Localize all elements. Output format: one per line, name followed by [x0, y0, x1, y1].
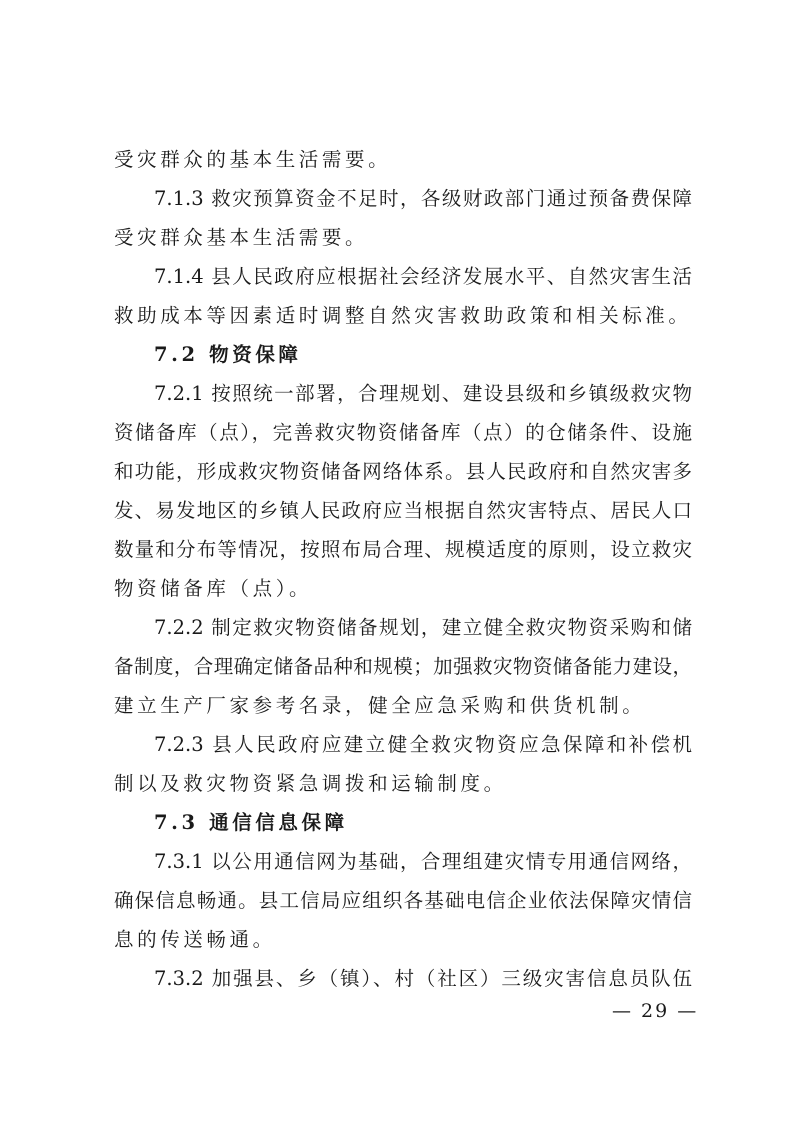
body-text-line: 资储备库（点），完善救灾物资储备库（点）的仓储条件、设施 — [114, 421, 692, 444]
body-text-line: 确保信息畅通。县工信局应组织各基础电信企业依法保障灾情信 — [114, 889, 692, 912]
section-heading-7-3: 7.3 通信信息保障 — [154, 811, 348, 834]
clause-7-2-1: 7.2.1 按照统一部署，合理规划、建设县级和乡镇级救灾物 — [154, 382, 692, 405]
body-text-line: 备制度，合理确定储备品种和规模；加强救灾物资储备能力建设， — [114, 655, 692, 678]
page-number: — 29 — — [612, 1000, 699, 1022]
clause-7-1-4: 7.1.4 县人民政府应根据社会经济发展水平、自然灾害生活 — [154, 265, 692, 288]
clause-7-2-3: 7.2.3 县人民政府应建立健全救灾物资应急保障和补偿机 — [154, 733, 692, 756]
body-text-line: 物资储备库（点）。 — [114, 577, 313, 600]
body-text-line: 发、易发地区的乡镇人民政府应当根据自然灾害特点、居民人口 — [114, 499, 692, 522]
clause-7-3-2: 7.3.2 加强县、乡（镇）、村（社区）三级灾害信息员队伍 — [154, 967, 692, 990]
body-text-line: 受灾群众的基本生活需要。 — [114, 148, 392, 171]
clause-7-2-2: 7.2.2 制定救灾物资储备规划，建立健全救灾物资采购和储 — [154, 616, 692, 639]
body-text-line: 息的传送畅通。 — [114, 928, 276, 951]
section-heading-7-2: 7.2 物资保障 — [154, 343, 302, 366]
body-text-line: 数量和分布等情况，按照布局合理、规模适度的原则，设立救灾 — [114, 538, 692, 561]
clause-7-1-3: 7.1.3 救灾预算资金不足时，各级财政部门通过预备费保障 — [154, 187, 692, 210]
body-text-line: 建立生产厂家参考名录，健全应急采购和供货机制。 — [114, 694, 646, 717]
body-text-line: 和功能，形成救灾物资储备网络体系。县人民政府和自然灾害多 — [114, 460, 692, 483]
body-text-line: 受灾群众基本生活需要。 — [114, 226, 369, 249]
clause-7-3-1: 7.3.1 以公用通信网为基础，合理组建灾情专用通信网络， — [154, 850, 692, 873]
body-text-line: 救助成本等因素适时调整自然灾害救助政策和相关标准。 — [114, 304, 692, 327]
body-text-line: 制以及救灾物资紧急调拨和运输制度。 — [114, 772, 507, 795]
